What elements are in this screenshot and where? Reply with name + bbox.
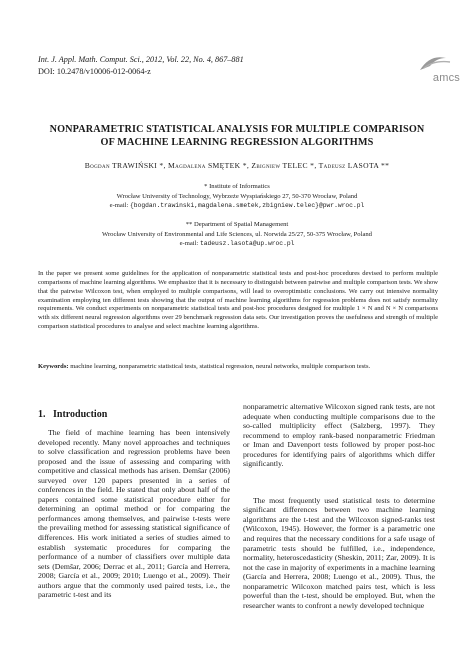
column-left <box>38 428 230 600</box>
authors <box>30 161 444 171</box>
paragraph: nonparametric alternative Wilcoxon signed rank tests, are not adequate when conducting multiple comparisons due to the so-called multiplicity effect (Salzberg, 1997). They recommend to employ rank-based nonparametric Friedman or Iman and Davenport tests followed by proper post-hoc procedures for identifying pairs of algorithms which differ significantly. <box>243 402 435 469</box>
journal-citation: Int. J. Appl. Math. Comput. Sci., 2012, Vol. 22, No. 4, 867–881 <box>38 55 244 64</box>
email-prefix: e-mail: <box>109 202 129 209</box>
keywords <box>38 363 438 372</box>
abstract: In the paper we present some guidelines for the application of nonparametric statistical tests and post-hoc procedures devised to perform multiple comparisons of machine learning algorithms. We emphasize that it is necessary to distinguish between pairwise and multiple comparison tests. We show that the pairwise Wilcoxon test, when employed to multiple comparisons, will lead to overoptimistic conclusions. We carry out intensive normality examination employing ten different tests showing that the output of machine learning algorithms for regression problems does not satisfy normality requirements. We conduct experiments on nonparametric statistical tests and post-hoc procedures designed for multiple 1 × N and N × N comparisons with six different neural regression algorithms over 29 benchmark regression data sets. Our investigation proves the usefulness and strength of multiple comparison statistical procedures to analyse and select machine learning algorithms. <box>38 270 438 331</box>
affiliation-2-address: Wrocław University of Environmental and Life Sciences, ul. Norwida 25/27, 50-375 Wrocław, Poland <box>102 230 372 238</box>
paragraph: The most frequently used statistical tests to determine significant differences between two machine learning algorithms are the t-test and the Wilcoxon signed-ranks test (Wilcoxon, 1945). However, the former is a parametric one and requires that the necessary conditions for a safe usage of parametric tests should be fulfilled, i.e., independence, normality, heteroscedasticity (Sheskin, 2011; Zar, 2009). It is not the case in majority of experiments in a machine learning (García and Herrera, 2008; Luengo et al., 2009). Thus, the nonparametric Wilcoxon matched pairs test, which is less powerful than the t-test, should be employed. But, when the researcher wants to confront a newly developed technique <box>243 495 435 610</box>
keywords-label: Keywords: <box>38 363 69 370</box>
title-line-2: OF MACHINE LEARNING REGRESSION ALGORITHMS <box>100 136 374 148</box>
affiliation-1-email-line <box>30 201 444 211</box>
affiliation-1 <box>30 182 444 211</box>
column-right <box>243 402 435 610</box>
keywords-text: machine learning, nonparametric statistical tests, statistical regression, neural networks, multiple comparison tests. <box>70 363 371 370</box>
section-number: 1. <box>38 409 46 420</box>
affiliation-2-label: ** Department of Spatial Management <box>185 221 289 228</box>
doi: DOI: 10.2478/v10006-012-0064-z <box>38 67 151 76</box>
affiliation-1-label: * Institute of Informatics <box>204 183 270 190</box>
author-list: Bogdan TRAWIŃSKI *, Magdalena SMĘTEK *, Zbigniew TELEC *, Tadeusz LASOTA ** <box>84 161 390 170</box>
email-prefix: e-mail: <box>179 240 199 247</box>
affiliation-2-email: tadeusz.lasota@up.wroc.pl <box>199 240 295 247</box>
affiliation-1-address: Wrocław University of Technology, Wybrzeże Wyspiańskiego 27, 50-370 Wrocław, Poland <box>116 192 358 200</box>
section-heading <box>38 409 107 420</box>
logo-text: amcs <box>432 72 460 84</box>
paragraph: The field of machine learning has been intensively developed recently. Many novel approaches and techniques to solve classification and regression problems have been proposed and the issue of assessing and comparing with competitive and classical methods has arisen. Demšar (2006) surveyed over 120 papers presented in a series of conferences in the field. He stated that only about half of the papers contained some statistical procedure either for determining an optimal method or for comparing the performances among themselves, and pairwise t-tests were the prevailing method for assessing statistical significance of differences. His work initiated a series of studies aimed to establish systematic procedures for comparing the performance of a number of classifiers over multiple data sets (Demšar, 2006; Derrac et al., 2011; García and Herrera, 2008; García et al., 2009; 2010; Luengo et al., 2009). Their authors argue that the commonly used paired tests, i.e., the parametric t-test and its <box>38 428 230 600</box>
paper-title <box>30 124 444 149</box>
section-title: Introduction <box>53 409 108 420</box>
affiliation-2 <box>30 220 444 249</box>
title-line-1: NONPARAMETRIC STATISTICAL ANALYSIS FOR MULTIPLE COMPARISON <box>49 124 425 135</box>
affiliation-1-email: {bogdan.trawinski,magdalena.smetek,zbigniew.telec}@pwr.wroc.pl <box>130 202 365 209</box>
affiliation-2-email-line <box>30 239 444 249</box>
